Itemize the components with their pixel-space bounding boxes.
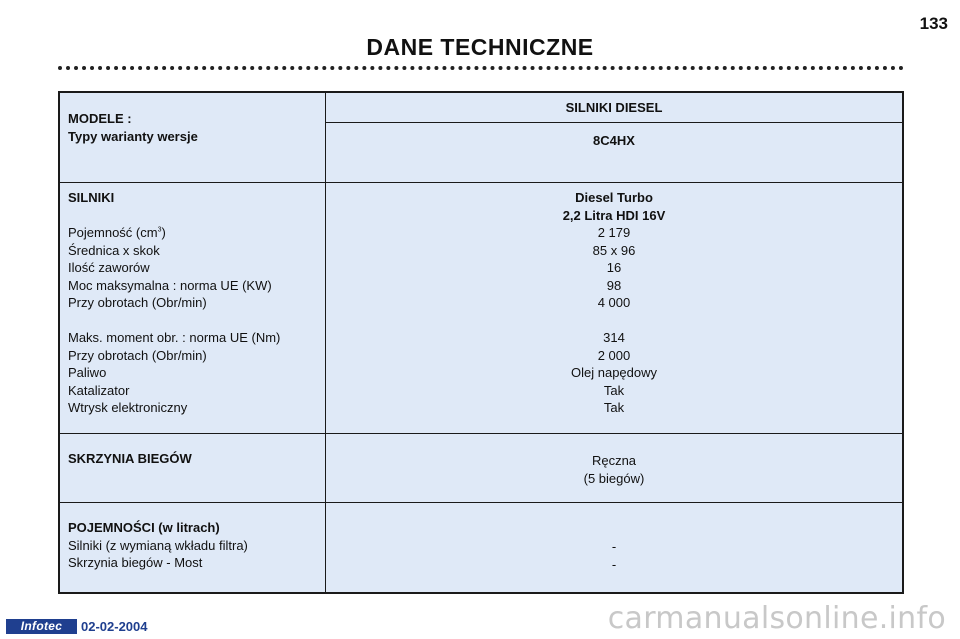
- spec-value-catalyst: Tak: [603, 382, 625, 398]
- header-row-divider: [325, 122, 902, 123]
- engines-values: [326, 189, 902, 417]
- engine-type-cell: [326, 99, 902, 117]
- spec-table: [58, 91, 904, 594]
- section-divider-engines: [60, 433, 902, 434]
- engine-code-cell: [326, 132, 902, 150]
- capacity-label-engine: Silniki (z wymianą wkładu filtra): [68, 537, 248, 553]
- spec-value-max-torque: 314: [603, 330, 625, 345]
- spec-value-injection: Tak: [603, 400, 625, 415]
- capacities-labels: [68, 519, 323, 572]
- spec-label-torque-rpm: Przy obrotach (Obr/min): [68, 347, 207, 363]
- engines-labels: [68, 189, 323, 417]
- spec-label-valves: Ilość zaworów: [68, 260, 150, 275]
- capacities-heading: POJEMNOŚCI (w litrach): [68, 520, 220, 535]
- infotec-logo: Infotec: [6, 619, 77, 634]
- spec-value-bore-stroke: 85 x 96: [592, 242, 636, 258]
- footer-date: 02-02-2004: [81, 619, 148, 634]
- variants-label: Typy warianty wersje: [68, 128, 198, 144]
- spec-label-injection: Wtrysk elektroniczny: [68, 400, 188, 415]
- spec-label-bore-stroke: Średnica x skok: [68, 242, 160, 258]
- gearbox-cell: [68, 450, 323, 468]
- gearbox-values: [326, 452, 902, 487]
- spec-value-power-rpm: 4 000: [597, 295, 631, 310]
- section-divider-gearbox: [60, 502, 902, 503]
- engine-variant: 2,2 Litra HDI 16V: [562, 207, 666, 223]
- engine-code: 8C4HX: [593, 133, 635, 148]
- gearbox-heading: SKRZYNIA BIEGÓW: [68, 451, 192, 466]
- engine-name: Diesel Turbo: [575, 190, 653, 205]
- spec-label-max-torque: Maks. moment obr. : norma UE (Nm): [68, 330, 281, 345]
- models-label: MODELE :: [68, 111, 132, 126]
- page-number: 133: [919, 14, 948, 33]
- page-title: DANE TECHNICZNE: [366, 34, 594, 60]
- spec-value-fuel: Olej napędowy: [571, 365, 657, 380]
- gearbox-type: Ręczna: [591, 453, 637, 468]
- spec-label-fuel: Paliwo: [68, 365, 107, 380]
- displacement-label: Pojemność $(cm^3)$: [68, 225, 166, 240]
- section-divider-models: [60, 182, 902, 183]
- engines-heading: SILNIKI: [68, 190, 115, 205]
- spec-value-displacement: 2 179: [597, 225, 631, 240]
- spec-label-max-power: Moc maksymalna : norma UE (KW): [68, 277, 272, 293]
- spec-value-max-power: 98: [606, 277, 622, 293]
- spec-label-catalyst: Katalizator: [68, 382, 130, 398]
- capacity-value-engine: -: [611, 539, 617, 554]
- dotted-divider: [58, 66, 904, 70]
- capacity-label-gearbox: Skrzynia biegów - Most: [68, 555, 203, 570]
- spec-value-valves: 16: [606, 260, 622, 275]
- capacities-values: [326, 538, 902, 573]
- gearbox-gears: (5 biegów): [583, 470, 645, 486]
- engine-type: SILNIKI DIESEL: [565, 100, 663, 115]
- watermark: carmanualsonline.info: [607, 601, 946, 636]
- models-cell: [68, 110, 323, 145]
- spec-value-torque-rpm: 2 000: [597, 347, 631, 363]
- capacity-value-gearbox: -: [611, 556, 617, 572]
- spec-label-power-rpm: Przy obrotach (Obr/min): [68, 295, 207, 310]
